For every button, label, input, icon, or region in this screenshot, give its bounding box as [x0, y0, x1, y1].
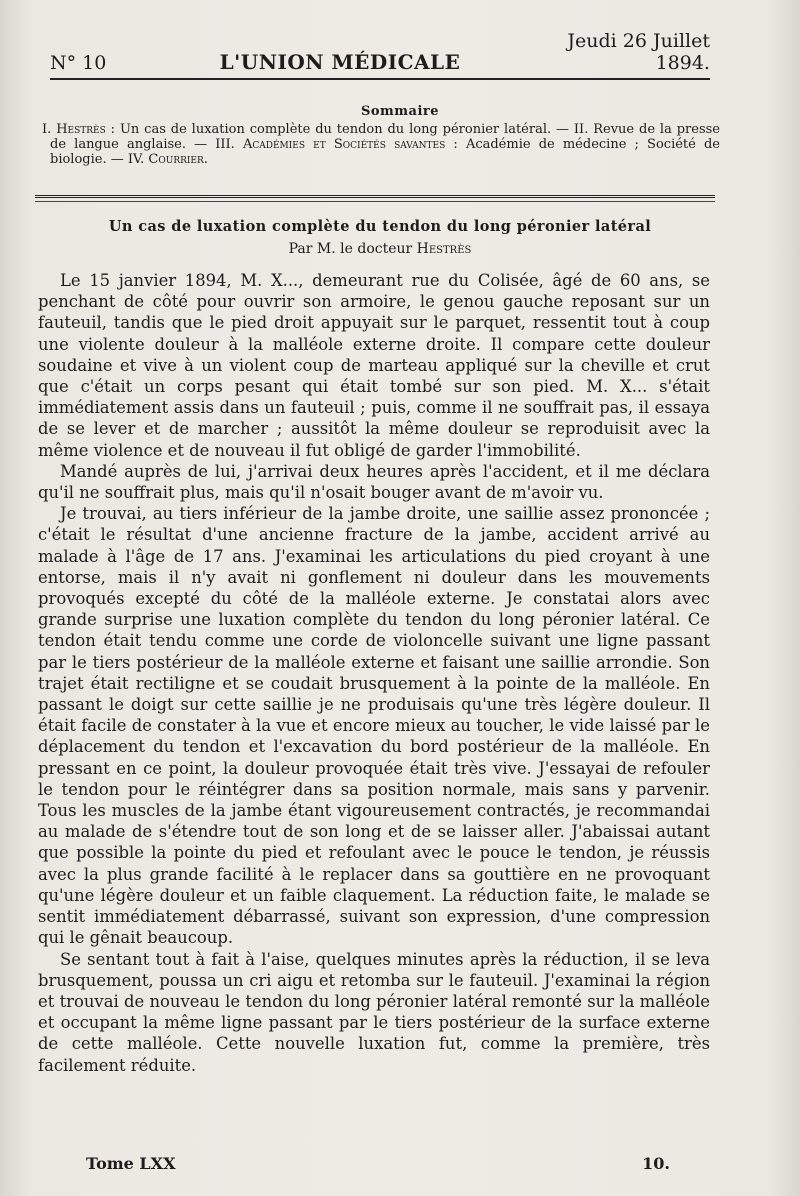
sommaire-item-3-head: Académies et Sociétés savantes [242, 137, 446, 152]
issue-date: Jeudi 26 Juillet 1894. [567, 30, 710, 74]
sommaire-item-4-label: IV. [127, 152, 145, 167]
page-footer [86, 1154, 670, 1173]
header-rule [50, 78, 710, 80]
sommaire-title: Sommaire [360, 104, 440, 119]
paragraph-4: Se sentant tout à fait à l'aise, quelques minutes après la réduction, il se leva brusquement, poussa un cri aigu et retomba sur le fauteuil. J'examinai la région et trouvai de nouveau le tendon du long péronier latéral remonté sur la malléole et occupant la même ligne passant par le tiers postérieur de la surface externe de cette malléole. Cette nouvelle luxation fut, comme la première, très facilement réduite. [38, 949, 710, 1075]
article-title: Un cas de luxation complète du tendon du long péronier latéral [108, 218, 652, 235]
sommaire-item-2-label: II. [573, 122, 589, 137]
sommaire-item-4-head: Courrier. [148, 152, 208, 167]
signature-mark: 10. [642, 1154, 670, 1173]
article-body [38, 270, 710, 1076]
journal-title: L'UNION MÉDICALE [219, 50, 461, 74]
section-rule [35, 195, 715, 198]
paragraph-1: Le 15 janvier 1894, M. X..., demeurant rue du Colisée, âgé de 60 ans, se penchant de côté pour ouvrir son armoire, le genou gauche reposant sur un fauteuil, tandis que le pied droit appuyait sur le parquet, ressentit tout à coup une violente douleur à la malléole externe droite. Il compare cette douleur soudaine et vive à un violent coup de marteau appliqué sur la cheville et crut que c'était un corps pesant qui était tombé sur son pied. M. X... s'était immédiatement assis dans un fauteuil ; puis, comme il ne souffrait pas, il essaya de se lever et de marcher ; aussitôt la même douleur se reproduisit avec la même violence et de nouveau il fut obligé de garder l'immobilité. [38, 271, 710, 460]
paragraph-2: Mandé auprès de lui, j'arrivai deux heures après l'accident, et il me déclara qu'il ne souffrait plus, mais qu'il n'osait bouger avant de m'avoir vu. [38, 461, 710, 503]
article-byline [40, 241, 720, 257]
sommaire-item-1-label: I. [42, 122, 52, 137]
page-header [50, 30, 710, 74]
volume-label: Tome LXX [86, 1154, 176, 1173]
paragraph-3: Je trouvai, au tiers inférieur de la jambe droite, une saillie assez prononcée ; c'était le résultat d'une ancienne fracture de la jambe, accident arrivé au malade à l'âge de 17 ans. J'examinai les articulations du pied croyant à une entorse, mais il n'y avait ni gonflement ni douleur dans les mouvements provoqués excepté du côté de la malléole externe. Je constatai alors avec grande surprise une luxation complète du tendon du long péronier latéral. Ce tendon était tendu comme une corde de violoncelle suivant une ligne passant par le tiers postérieur de la malléole externe et faisant une saillie arrondie. Son trajet était rectiligne et se coudait brusquement à la pointe de la malléole. En passant le doigt sur cette saillie je ne produisais qu'une très légère douleur. Il était facile de constater à la vue et encore mieux au toucher, le vide laissé par le déplacement du tendon et l'excavation du bord postérieur de la malléole. En pressant en ce point, la douleur provoquée était très vive. J'essayai de refouler le tendon pour le réintégrer dans sa position normale, mais sans y parvenir. Tous les muscles de la jambe étant vigoureusement contractés, je recommandai au malade de s'étendre tout de son long et de se laisser aller. J'abaissai autant que possible la pointe du pied et refoulant avec le pouce le tendon, je réussis avec la plus grande facilité à le replacer dans sa gouttière en ne provoquant qu'une légère douleur et un faible claquement. La réduction faite, le malade se sentit immédiatement débarrassé, suivant son expression, d'une compression qui le gênait beaucoup. [38, 504, 710, 948]
sommaire-item-2-text: Revue de la presse de langue anglaise. — [50, 122, 721, 152]
sommaire-item-3-label: III. [215, 137, 235, 152]
byline-prefix: Par M. le docteur [288, 241, 417, 257]
byline-author: Hestrès [416, 241, 472, 257]
sommaire-contents [42, 122, 720, 167]
section-rule-thin [35, 201, 715, 202]
sommaire-item-1-text: : Un cas de luxation complète du tendon du long péronier latéral. — [105, 122, 574, 137]
sommaire-item-3-text: : Académie de médecine ; Société de biologie. — [50, 137, 720, 167]
sommaire-item-1-head: Hestrès [56, 122, 106, 137]
issue-number: N° 10 [50, 52, 107, 74]
